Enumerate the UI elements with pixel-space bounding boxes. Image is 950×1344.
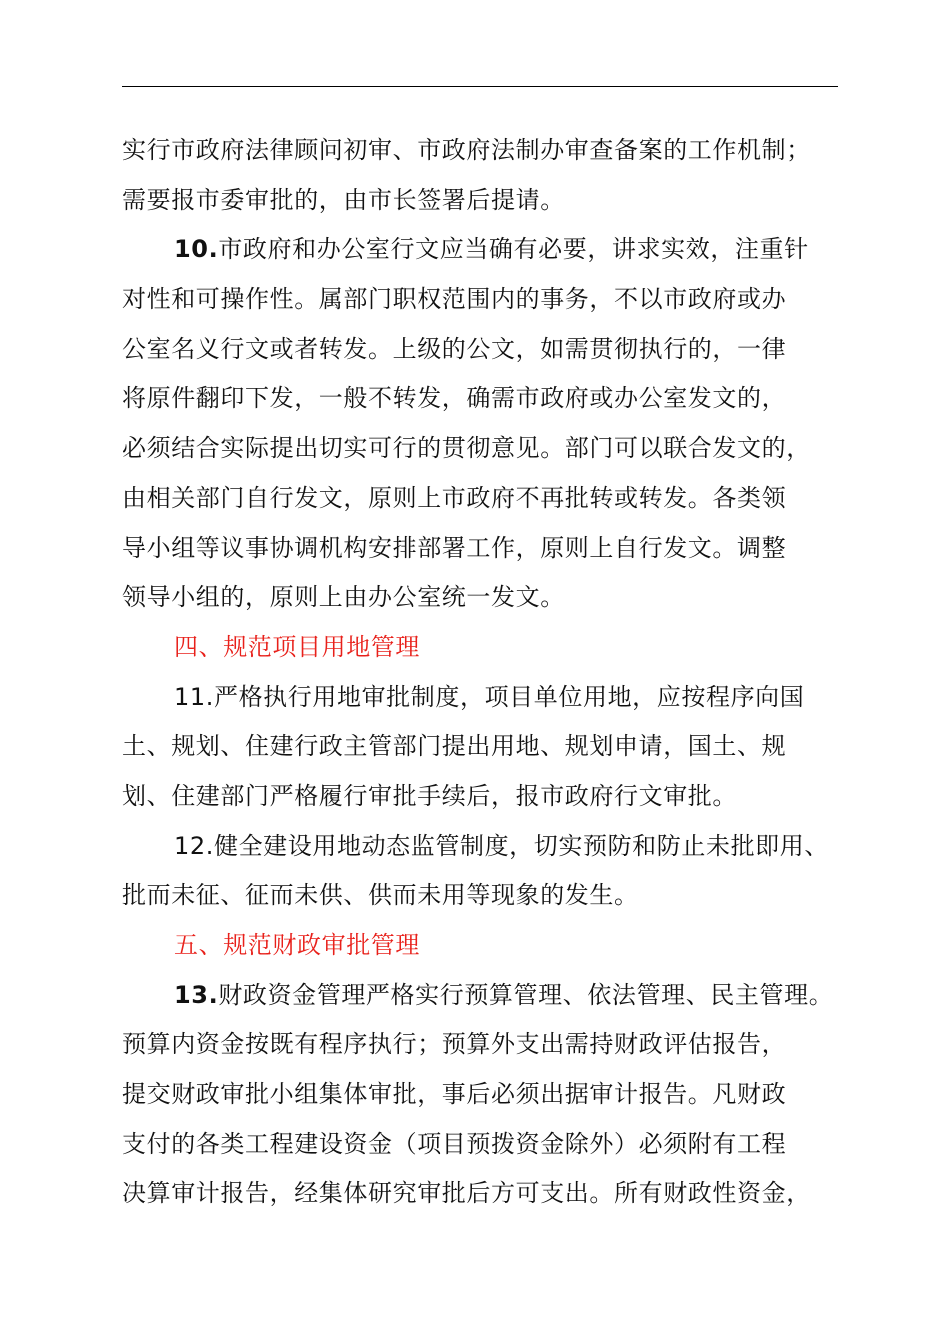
paragraph-line: 公室名义行文或者转发。上级的公文，如需贯彻执行的，一律 bbox=[122, 334, 787, 363]
paragraph-line: 由相关部门自行发文，原则上市政府不再批转或转发。各类领 bbox=[122, 483, 787, 512]
section-heading: 四、规范项目用地管理 bbox=[174, 632, 420, 661]
paragraph-line: 11.严格执行用地审批制度，项目单位用地，应按程序向国 bbox=[174, 682, 805, 711]
paragraph-line: 需要报市委审批的，由市长签署后提请。 bbox=[122, 185, 565, 214]
document-body bbox=[122, 126, 862, 1219]
paragraph-line bbox=[122, 225, 862, 275]
paragraph-line: 批而未征、征而未供、供而未用等现象的发生。 bbox=[122, 881, 639, 910]
paragraph-line: 支付的各类工程建设资金（项目预拨资金除外）必须附有工程 bbox=[122, 1129, 787, 1158]
paragraph-line: 土、规划、住建行政主管部门提出用地、规划申请，国土、规 bbox=[122, 732, 787, 761]
section-heading: 五、规范财政审批管理 bbox=[174, 931, 420, 959]
item-text: 市政府和办公室行文应当确有必要，讲求实效，注重针 bbox=[218, 235, 809, 264]
paragraph-line: 领导小组的，原则上由办公室统一发文。 bbox=[122, 583, 565, 612]
paragraph-line: 导小组等议事协调机构安排部署工作，原则上自行发文。调整 bbox=[122, 533, 787, 562]
paragraph-line: 12.健全建设用地动态监管制度，切实预防和防止未批即用、 bbox=[174, 831, 829, 860]
paragraph-line: 提交财政审批小组集体审批，事后必须出据审计报告。凡财政 bbox=[122, 1080, 787, 1109]
paragraph-line: 对性和可操作性。属部门职权范围内的事务，不以市政府或办 bbox=[122, 285, 787, 314]
paragraph-line: 将原件翻印下发，一般不转发，确需市政府或办公室发文的， bbox=[122, 384, 787, 413]
paragraph-line: 划、住建部门严格履行审批手续后，报市政府行文审批。 bbox=[122, 781, 737, 810]
item-number: 13. bbox=[174, 980, 219, 1009]
paragraph-line: 预算内资金按既有程序执行；预算外支出需持财政评估报告， bbox=[122, 1030, 787, 1059]
paragraph-line: 必须结合实际提出切实可行的贯彻意见。部门可以联合发文的， bbox=[122, 434, 811, 463]
item-number: 10. bbox=[174, 235, 219, 264]
paragraph-line: 决算审计报告，经集体研究审批后方可支出。所有财政性资金， bbox=[122, 1179, 811, 1208]
paragraph-line: 实行市政府法律顾问初审、市政府法制办审查备案的工作机制； bbox=[122, 136, 811, 164]
item-text: 财政资金管理严格实行预算管理、依法管理、民主管理。 bbox=[218, 980, 834, 1009]
paragraph-line bbox=[122, 971, 862, 1021]
header-rule bbox=[122, 86, 838, 87]
